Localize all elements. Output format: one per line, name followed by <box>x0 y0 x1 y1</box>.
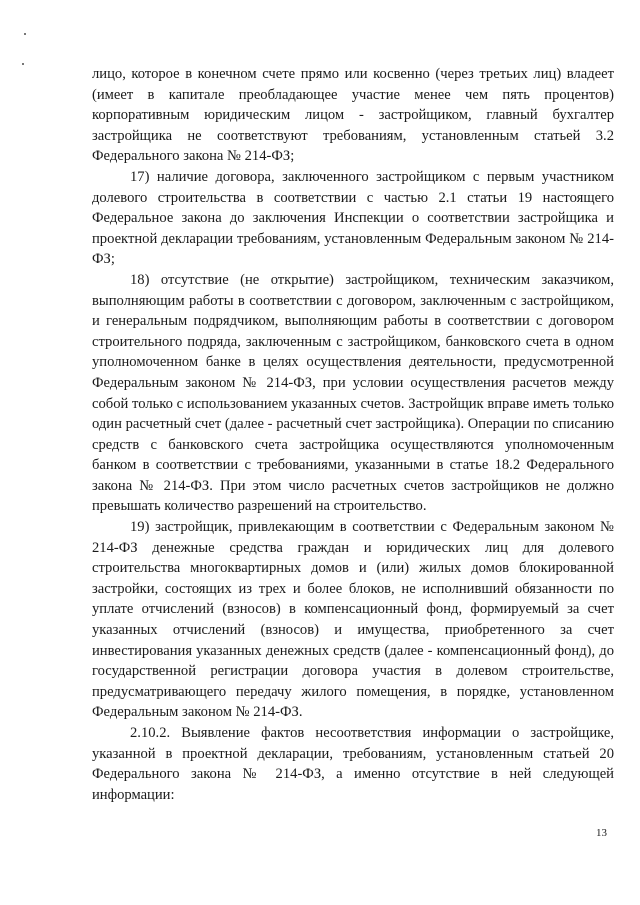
paragraph-item-19: 19) застройщик, привлекающим в соответствии с Федеральным законом № 214-ФЗ денежные средства граждан и юридических лиц для долевого строительства многоквартирных домов и (или) жилых домов блокированной застройки, состоящих из трех и более блоков, не исполнивший обязанности по уплате отчислений (взносов) в компенсационный фонд, формируемый за счет указанных отчислений (взносов) и имущества, приобретенного за счет инвестирования указанных денежных средств (далее - компенсационный фонд), до государственной регистрации договора участия в долевом строительстве, предусматривающего передачу жилого помещения, в порядке, установленном Федеральным законом № 214-ФЗ. <box>92 519 614 721</box>
document-page <box>92 64 614 805</box>
paragraph-continuation: лицо, которое в конечном счете прямо или косвенно (через третьих лиц) владеет (имеет в капитале преобладающее участие менее чем пять процентов) корпоративным юридическим лицом - застройщиком, главный бухгалтер застройщика не соответствуют требованиям, установленным статьей 3.2 Федерального закона № 214-ФЗ; <box>92 66 614 165</box>
scan-speck <box>24 33 26 35</box>
paragraph-section-2-10-2: 2.10.2. Выявление фактов несоответствия информации о застройщике, указанной в проектной декларации, требованиям, установленным статьей 20 Федерального закона № 214-ФЗ, а именно отсутствие в ней следующей информации: <box>92 725 614 803</box>
paragraph-item-17: 17) наличие договора, заключенного застройщиком с первым участником долевого строительства в соответствии с частью 2.1 статьи 19 настоящего Федеральное закона до заключения Инспекции о соответствии застройщика и проектной декларации требованиям, установленным Федеральным законом № 214-ФЗ; <box>92 168 614 268</box>
paragraph-item-18: 18) отсутствие (не открытие) застройщиком, техническим заказчиком, выполняющим работы в соответствии с договором, заключенным с застройщиком, и генеральным подрядчиком, выполняющим работы в соответствии с договором строительного подряда, заключенным с застройщиком, банковского счета в одном уполномоченном банке в целях осуществления деятельности, предусмотренной Федеральным законом № 214-ФЗ, при условии осуществления расчетов между собой только с использованием указанных счетов. Застройщик вправе иметь только один расчетный счет (далее - расчетный счет застройщика). Операции по списанию средств с банковского счета застройщика осуществляются уполномоченным банком в соответствии с требованиями, указанными в статье 18.2 Федерального закона № 214-ФЗ. При этом число расчетных счетов застройщиков не должно превышать количество разрешений на строительство. <box>92 271 614 515</box>
scan-speck <box>22 63 24 65</box>
page-number: 13 <box>596 827 607 839</box>
